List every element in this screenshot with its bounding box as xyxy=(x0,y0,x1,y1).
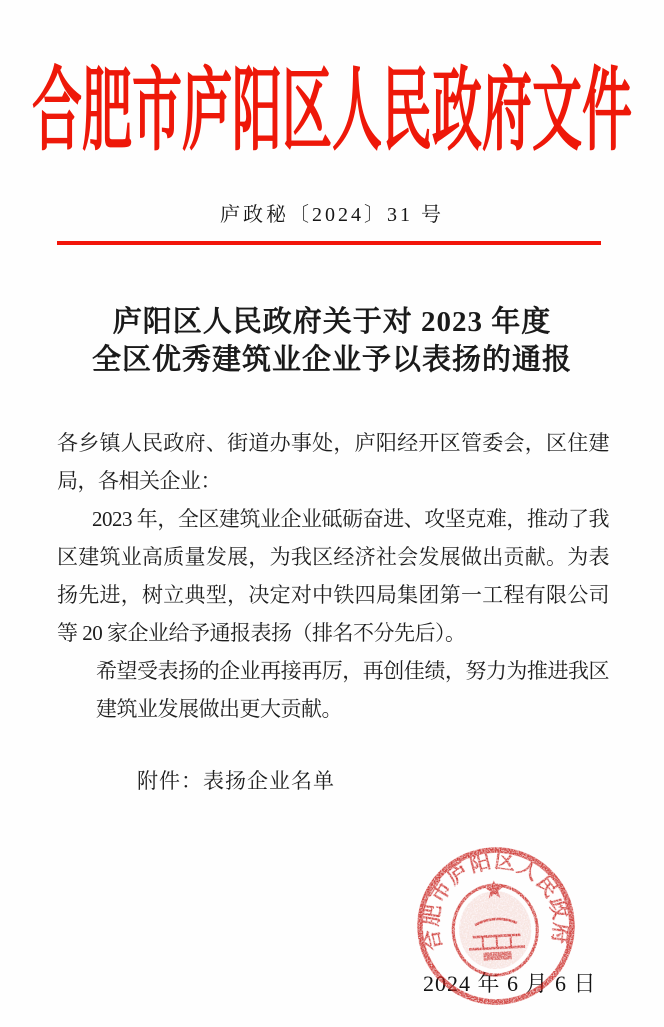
salutation: 各乡镇人民政府、街道办事处，庐阳经开区管委会，区住建局，各相关企业： xyxy=(57,431,609,493)
document-title-line2: 全区优秀建筑业企业予以表扬的通报 xyxy=(91,344,572,376)
seal-national-emblem xyxy=(451,878,540,977)
document-number: 庐政秘〔2024〕31 号 xyxy=(220,204,444,226)
svg-text:合肥市庐阳区人民政府 xyxy=(414,844,574,953)
body-paragraph-2: 希望受表扬的企业再接再厉，再创佳绩，努力为推进我区建筑业发展做出更大贡献。 xyxy=(96,659,609,721)
document-title xyxy=(0,303,664,379)
issue-date: 2024 年 6 月 6 日 xyxy=(423,971,597,996)
body-paragraph-1: 2023 年，全区建筑业企业砥砺奋进、攻坚克难，推动了我区建筑业高质量发展，为我区经济社会发展做出贡献。为表扬先进，树立典型，决定对中铁四局集团第一工程有限公司等 20 家企业给予通报表扬（排名不分先后）。 xyxy=(57,507,609,645)
document-title-line1: 庐阳区人民政府关于对 2023 年度 xyxy=(112,306,552,338)
seal-star-icon xyxy=(484,880,504,899)
seal-ring-text: 合肥市庐阳区人民政府 xyxy=(418,848,574,954)
red-divider-line xyxy=(57,241,601,245)
document-header-title: 合肥市庐阳区人民政府文件 xyxy=(32,59,632,162)
attachment-note: 附件：表扬企业名单 xyxy=(137,769,335,793)
document-body xyxy=(57,424,609,728)
